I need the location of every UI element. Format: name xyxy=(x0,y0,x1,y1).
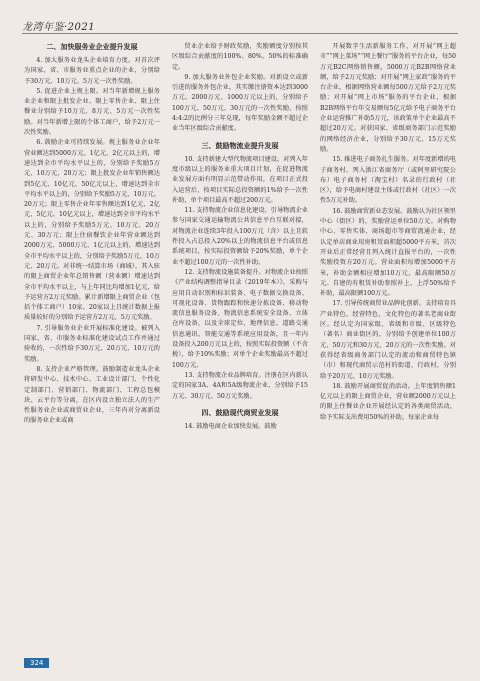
running-title: 龙湾年鉴·2021 xyxy=(22,22,96,33)
paragraph: 13. 支持物流企业品牌培育。注册在区内新认定的国家3A、4A和5A级物流企业，分别给予15万元、30万元、50万元奖励。 xyxy=(172,371,308,400)
paragraph: 18. 鼓励开展商贸促消活动。上年度销售额1亿元以上的限上商贸企业，营业额2000万元以上的限上住餐业企业开展经认定的各类商贸活动，给予实际支出费用50%的补助，每家企业每 xyxy=(320,382,456,421)
header-rule xyxy=(22,33,458,34)
text-column-3 xyxy=(320,42,456,654)
section-heading: 二、加快服务业企业提升发展 xyxy=(46,43,138,51)
section-heading: 三、鼓励物流业提升发展 xyxy=(201,141,279,150)
paragraph: 8. 支持企业严格管理。鼓励制造业龙头企业将研发中心、技术中心、工业设计部门、个性化定制部门、营销部门、物流部门、工程总包模块、云平台等分离，在区内设立独立法人的生产性服务业企业或商贸业企业，三年内对分离新设的服务业企业或商 xyxy=(24,365,160,425)
paragraph: 11. 支持物流企业信息化建设。引导物流企业参与国家交通运输物流公共信息平台互联对接，对物流企业连续3年投入100万元（含）以上且软件投入占总投入20%以上的物流信息平台或信息系统项目，按实际投资额给予20%奖励，单个企业不超过100万元的一次性补助。 xyxy=(172,207,308,266)
paragraph: 7. 引导服务业企业开展标准化建设。被列入国家、省、市服务业标准化建设试点工作并通过验收的，一次性给予30万元、20万元、10万元的奖励。 xyxy=(24,324,160,363)
paragraph: 12. 支持物流设施装备提升。对物流企业按照《产业结构调整指导目录（2019年本）》，采购与应用自动识别和标识装备、电子数据交换设备、可视化设备、货物跟踪和快速分拣设备、移动物流信息服务设备、物流信息系统安全设备、立体仓库设备，以及全球定位、地理信息、道路交通信息通讯、智能交通等系统应用设备，且一年内设备投入200万元以上的，按照实际投资额（不含税），给予10%奖励；对单个企业奖励最高不超过100万元。 xyxy=(172,268,308,369)
paragraph: 15. 推进电子商务扎生服务。对年度新增的电子商务村，列入浙江省商务厅（或阿里研究院公布）电子商务村（淘宝村）名录的行政村（社区），给予电商村建设主体或行政村（社区）一次性5万元补助。 xyxy=(320,156,456,205)
text-column-2 xyxy=(172,42,308,654)
paragraph: 4. 加大服务业龙头企业培育力度。对首次评为国家、省、市服务业重点企业的企业，分别给予30万元、10万元、5万元一次性奖励。 xyxy=(24,57,160,85)
page-number: 324 xyxy=(24,658,49,668)
paragraph: 10. 支持新建大型代物流项目建设。对列入年度市级以上的服务业重大项目计划，在促进物流业发展方面有明显示范带动作用，在项目正式投入运营后，按项目实际总投资额的1%给予一次性补助，单个项目最高不超过200万元。 xyxy=(172,155,308,204)
paragraph: 9. 加大服务业外包企业奖励。对新设立或新引进的服务外包企业，其实缴注册资本达到3000万元、2000万元、1000万元以上的，分别给予100万元、50万元、30万元的一次性奖励，按照4:4:2的比例分三年兑现，每年奖励金额不超过企业当年区级综合贡献度。 xyxy=(172,73,308,133)
text-column-1 xyxy=(24,42,160,654)
section-heading: 四、鼓励现代商贸业发展 xyxy=(201,408,279,417)
paragraph: 6. 鼓励企业可持续发展。规上服务业企业年营业额达到5000万元、1亿元、2亿元以上的，增速达到全市平均水平以上的，分别给予奖励5万元、10万元、20万元；限上批发企业年销售额达到5亿元、10亿元、50亿元以上，增速达到全市平均水平以上的，分别给予奖励5万元、10万元、20万元；限上零售企业年零售额达到1亿元、2亿元、5亿元、10亿元以上，增速达到全市平均水平以上的，分别给予奖励5万元、10万元、20万元、30万元；限上住宿餐饮企业年营业额达到2000万元、5000万元、1亿元以上的，增速达到全市平均水平以上的，分别给予奖励5万元、10万元、20万元。对非统一结算市场（商城），其入驻的限上商贸企业年总销售额（营业额）增速达到全市平均水平以上，与上年同比均增加1亿元，给予运营方2万元奖励。累计新增限上商贸企业（包括个体工商户）10家、20家以上且统计数据上报质量较好的分别给予运营方2万元、5万元奖励。 xyxy=(24,139,160,322)
paragraph: 17. 引导传统商贸业品牌化创新。支持培育具产业特色、经营特色、文化特色的著名老商业街区。经认定为国家级、省级和市级、区级特色（著名）商业街区的，分别给予创建单位100万元、50万元和30万元、20万元的一次性奖励。对获得经省级商务部门认定的流动和商贸特色镇（市）和现代商贸示范村的街道、行政村，分别给予20万元、10万元奖励。 xyxy=(320,300,456,380)
paragraph: 16. 鼓励商贸新业态发展。鼓励认为社区领里中心（街区）的，奖励营运单位50万元。对购物中心、零售实体、商场超市等商贸流通企业，经认定单店商业用房租赁面积超5000平方米，首次开业后正常经营且列入统计直报平台的，一次性奖励投资方20万元。营业面积每增加5000平方米，补助金额相应增加10万元，最高限额50万元。自建的有租赁补助参照补上，上浮50%给予补助，最高限额100万元。 xyxy=(320,207,456,298)
paragraph: 5. 促进企业上规上限。对当年新增规上服务业企业和限上批发企业、限上零售企业、限上住餐业分别给予10万元、8万元、5万元一次性奖励。对当年新增上限的个体工商户，给予2万元一次性奖励。 xyxy=(24,87,160,137)
paragraph: 开展数字生活新服务工作，对开展“网上超市”“网上菜场”“网上餐厅”服务的平台企业，每50万元B2C网络销售额，5000万元B2B网络营业额，给予2万元奖励；对开展“网上家政”服务的平台企业，根据网络营业额每500万元给予2万元奖励；对开展“网上市场”服务的平台企业，根据B2B网络平台年交易额每5亿元给予电子商务平台企业运营推广补助5万元，该政策单个企业最高不超过20万元。对获国家、省级商务部门示范奖励的网络经济企业，分别给予30万元、15万元奖励。 xyxy=(320,43,456,153)
paragraph: 14. 鼓励电商企业加快发展。鼓励 xyxy=(184,422,277,430)
paragraph: 贸业企业给予财政奖励，奖励额度分别按其区级综合贡献度的100%、80%、50%的标准确定。 xyxy=(172,43,308,71)
